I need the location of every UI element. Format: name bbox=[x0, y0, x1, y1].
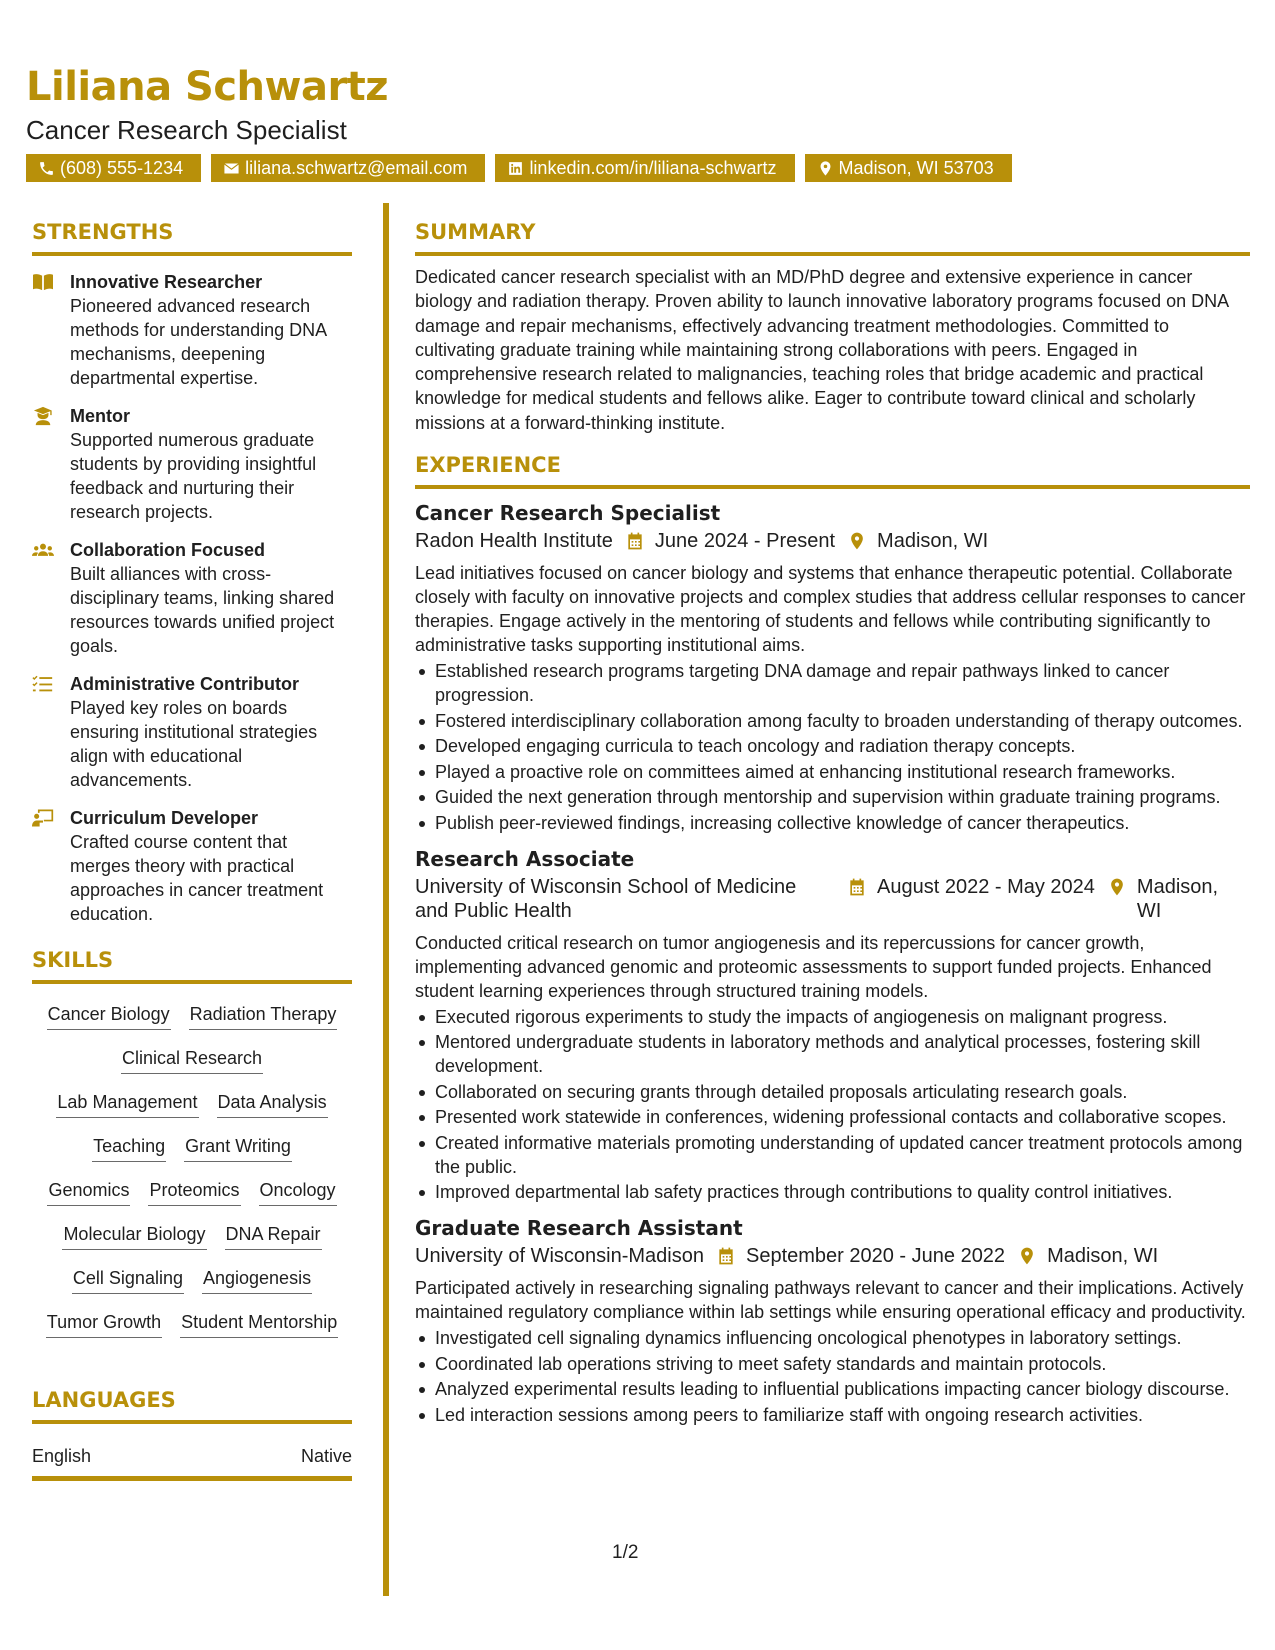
bullet-item: Established research programs targeting DNA damage and repair pathways linked to cancer progression. bbox=[415, 659, 1250, 707]
strength-item bbox=[32, 404, 352, 524]
calendar-icon bbox=[847, 877, 867, 897]
role-dates: September 2020 - June 2022 bbox=[745, 1245, 1006, 1268]
candidate-title: Cancer Research Specialist bbox=[26, 115, 347, 145]
bullet-item: Coordinated lab operations striving to meet safety standards and maintain protocols. bbox=[415, 1352, 1250, 1376]
bullet-item: Improved departmental lab safety practices through contributions to quality control initiatives. bbox=[415, 1180, 1250, 1204]
role-meta bbox=[415, 875, 1250, 923]
bullet-item: Analyzed experimental results leading to influential publications impacting cancer biology discourse. bbox=[415, 1377, 1250, 1401]
strengths-heading: STRENGTHS bbox=[32, 218, 352, 256]
right-column bbox=[415, 218, 1250, 1428]
strength-item bbox=[32, 806, 352, 926]
contact-email-text: liliana.schwartz@email.com bbox=[245, 158, 468, 178]
skill-tag: Angiogenesis bbox=[202, 1264, 312, 1294]
experience-entry bbox=[415, 845, 1250, 1205]
strength-item bbox=[32, 538, 352, 658]
role-description: Participated actively in researching signaling pathways relevant to cancer and their implications. Actively maintained regulatory compliance within lab settings while ensuring operational efficacy and productivity. bbox=[415, 1278, 1246, 1323]
experience-entry bbox=[415, 499, 1250, 835]
strength-item bbox=[32, 672, 352, 792]
role-description: Conducted critical research on tumor angiogenesis and its repercussions for cancer growth, implementing advanced genomic and proteomic assessments to support funded projects. Enhanced student learning experiences through structured training models. bbox=[415, 932, 1212, 1001]
role-bullets bbox=[415, 659, 1250, 835]
map-marker-icon bbox=[1017, 1246, 1037, 1266]
contact-location-text: Madison, WI 53703 bbox=[838, 158, 994, 178]
skill-tag: Lab Management bbox=[56, 1088, 198, 1118]
strength-title: Administrative Contributor bbox=[70, 674, 300, 694]
bullet-item: Presented work statewide in conferences, widening professional contacts and collaborative scopes. bbox=[415, 1105, 1250, 1129]
strength-desc: Played key roles on boards ensuring institutional strategies align with educational advancements. bbox=[70, 698, 318, 790]
column-divider bbox=[383, 203, 389, 1596]
bullet-item: Mentored undergraduate students in laboratory methods and analytical processes, fostering skill development. bbox=[415, 1030, 1250, 1078]
role-description: Lead initiatives focused on cancer biology and systems that enhance therapeutic potential. Collaborate closely with faculty on innovative projects and complex studies that address cellular responses to cancer therapies. Engage actively in the mentoring of students and fellows while contributing significantly to administrative tasks supporting institutional aims. bbox=[415, 563, 1246, 656]
role-location: Madison, WI bbox=[877, 530, 989, 553]
role-location: Madison, WI bbox=[1047, 1245, 1159, 1268]
bullet-item: Guided the next generation through mentorship and supervision within graduate training programs. bbox=[415, 785, 1250, 809]
contact-location[interactable] bbox=[805, 154, 1012, 182]
skill-tag: Cancer Biology bbox=[47, 1000, 171, 1030]
role-title: Research Associate bbox=[415, 846, 635, 871]
experience-entry bbox=[415, 1214, 1250, 1427]
strength-desc: Pioneered advanced research methods for understanding DNA mechanisms, deepening departmental expertise. bbox=[70, 296, 327, 388]
skill-tag: Cell Signaling bbox=[72, 1264, 184, 1294]
contact-phone-text: (608) 555-1234 bbox=[60, 158, 184, 178]
bullet-item: Investigated cell signaling dynamics influencing oncological phenotypes in laboratory settings. bbox=[415, 1326, 1250, 1350]
bullet-item: Collaborated on securing grants through detailed proposals articulating research goals. bbox=[415, 1080, 1250, 1104]
skill-tag: Data Analysis bbox=[217, 1088, 328, 1118]
users-icon bbox=[32, 540, 54, 560]
language-row bbox=[32, 1444, 352, 1481]
map-marker-icon bbox=[847, 531, 867, 551]
candidate-name: Liliana Schwartz bbox=[26, 64, 389, 110]
map-marker-icon bbox=[1107, 877, 1127, 897]
strength-title: Mentor bbox=[70, 406, 130, 426]
contact-email[interactable] bbox=[211, 154, 485, 182]
calendar-icon bbox=[716, 1246, 736, 1266]
role-dates: August 2022 - May 2024 bbox=[877, 875, 1095, 898]
strength-title: Collaboration Focused bbox=[70, 540, 266, 560]
strength-title: Curriculum Developer bbox=[70, 808, 259, 828]
strength-desc: Built alliances with cross-disciplinary teams, linking shared resources towards unified project goals. bbox=[70, 564, 335, 656]
graduate-icon bbox=[32, 406, 54, 426]
language-name: English bbox=[32, 1446, 92, 1466]
resume-header bbox=[26, 62, 1256, 182]
skill-tag: Radiation Therapy bbox=[189, 1000, 338, 1030]
strength-desc: Crafted course content that merges theory with practical approaches in cancer treatment education. bbox=[70, 832, 324, 924]
summary-heading: SUMMARY bbox=[415, 218, 1250, 256]
page-number: 1/2 bbox=[612, 1542, 639, 1563]
phone-icon bbox=[38, 160, 55, 177]
skill-tag: Tumor Growth bbox=[46, 1308, 162, 1338]
bullet-item: Developed engaging curricula to teach oncology and radiation therapy concepts. bbox=[415, 734, 1250, 758]
bullet-item: Played a proactive role on committees aimed at enhancing institutional research frameworks. bbox=[415, 760, 1250, 784]
skill-tag: Genomics bbox=[47, 1176, 130, 1206]
bullet-item: Fostered interdisciplinary collaboration among faculty to broaden understanding of therapy outcomes. bbox=[415, 709, 1250, 733]
role-title: Graduate Research Assistant bbox=[415, 1216, 743, 1241]
bullet-item: Led interaction sessions among peers to familiarize staff with ongoing research activities. bbox=[415, 1403, 1250, 1427]
task-list-icon bbox=[32, 674, 54, 694]
contact-linkedin-text: linkedin.com/in/liliana-schwartz bbox=[529, 158, 777, 178]
summary-text: Dedicated cancer research specialist with an MD/PhD degree and extensive experience in cancer biology and radiation therapy. Proven ability to launch innovative laboratory programs focused on DNA damage and repair mechanisms, effectively advancing treatment methodologies. Committed to cultivating graduate training while maintaining strong collaborations with peers. Engaged in comprehensive research related to malignancies, teaching roles that bridge academic and practical knowledge for medical students and fellows alike. Eager to contribute toward clinical and scholarly missions at a forward-thinking institute. bbox=[415, 267, 1229, 433]
bullet-item: Publish peer-reviewed findings, increasing collective knowledge of cancer therapeutics. bbox=[415, 811, 1250, 835]
skill-tag: Proteomics bbox=[148, 1176, 240, 1206]
role-dates: June 2024 - Present bbox=[654, 530, 836, 553]
teacher-icon bbox=[32, 808, 54, 828]
skill-tag: Grant Writing bbox=[184, 1132, 292, 1162]
role-location: Madison, WI bbox=[1136, 875, 1219, 922]
skill-tag: Student Mentorship bbox=[180, 1308, 338, 1338]
skill-tag: Clinical Research bbox=[121, 1044, 263, 1074]
book-icon bbox=[32, 272, 54, 292]
role-org: University of Wisconsin School of Medicine and Public Health bbox=[415, 875, 797, 922]
skills-list bbox=[32, 994, 352, 1346]
linkedin-icon bbox=[507, 160, 524, 177]
bullet-item: Executed rigorous experiments to study the impacts of angiogenesis on malignant progress. bbox=[415, 1005, 1250, 1029]
bullet-item: Created informative materials promoting understanding of updated cancer treatment protocols among the public. bbox=[415, 1131, 1250, 1179]
role-org: University of Wisconsin-Madison bbox=[415, 1245, 704, 1268]
skill-tag: DNA Repair bbox=[225, 1220, 322, 1250]
strength-desc: Supported numerous graduate students by providing insightful feedback and nurturing their research projects. bbox=[70, 430, 317, 522]
skill-tag: Oncology bbox=[259, 1176, 337, 1206]
contact-bar bbox=[26, 154, 1256, 182]
contact-linkedin[interactable] bbox=[495, 154, 794, 182]
languages-heading: LANGUAGES bbox=[32, 1386, 352, 1424]
left-column bbox=[32, 218, 352, 1481]
strength-item bbox=[32, 270, 352, 390]
language-level: Native bbox=[300, 1446, 352, 1466]
role-org: Radon Health Institute bbox=[415, 530, 613, 553]
map-marker-icon bbox=[817, 160, 834, 177]
skills-heading: SKILLS bbox=[32, 946, 352, 984]
skill-tag: Molecular Biology bbox=[62, 1220, 206, 1250]
role-title: Cancer Research Specialist bbox=[415, 501, 721, 526]
role-bullets bbox=[415, 1326, 1250, 1427]
calendar-icon bbox=[625, 531, 645, 551]
skill-tag: Teaching bbox=[92, 1132, 166, 1162]
role-meta bbox=[415, 1244, 1250, 1268]
envelope-icon bbox=[223, 160, 240, 177]
role-bullets bbox=[415, 1005, 1250, 1205]
experience-heading: EXPERIENCE bbox=[415, 451, 1250, 489]
role-meta bbox=[415, 529, 1250, 553]
contact-phone[interactable] bbox=[26, 154, 201, 182]
strength-title: Innovative Researcher bbox=[70, 272, 263, 292]
